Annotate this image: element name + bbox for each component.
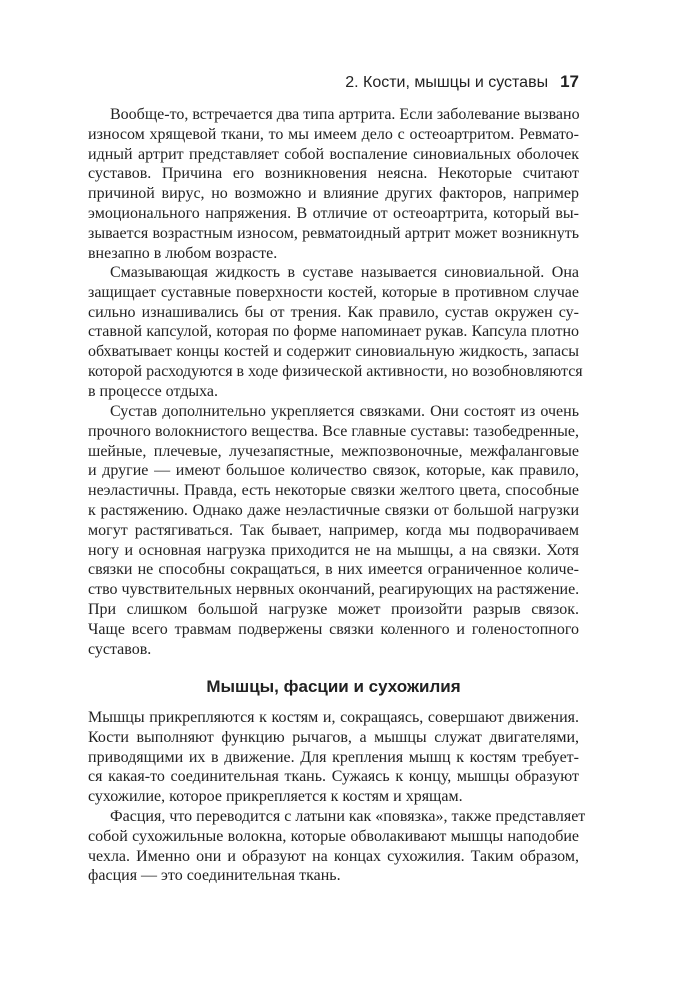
text-line: которой расходуются в ходе физической активности, но возобновляются	[88, 362, 583, 380]
text-line: связки не способны сокращаться, в них имеется ограниченное количе-	[88, 561, 579, 579]
text-line: зывается возрастным износом, ревматоидный артрит может возникнуть	[88, 224, 579, 242]
page-number: 17	[560, 72, 579, 91]
text-line: защищает суставные поверхности костей, которые в противном случае	[88, 283, 579, 301]
paragraph	[88, 402, 579, 659]
text-line: идный артрит представляет собой воспаление синовиальных оболочек	[88, 145, 579, 163]
text-line: Вообще-то, встречается два типа артрита. Если заболевание вызвано	[110, 106, 580, 123]
text-line: собой сухожильные волокна, которые обволакивают мышцы наподобие	[88, 827, 579, 845]
text-line: Кости выполняют функцию рычагов, а мышцы служат двигателями,	[88, 728, 579, 746]
paragraph	[88, 263, 583, 402]
text-line: Смазывающая жидкость в суставе называется синовиальной. Она	[110, 264, 579, 281]
text-line: к растяжению. Однако даже неэластичные связки от большой нагрузки	[88, 501, 579, 519]
running-header	[345, 72, 579, 92]
text-line: Мышцы прикрепляются к костям и, сокращаясь, совершают движения.	[88, 709, 579, 726]
text-line: Фасция, что переводится с латыни как «повязка», также представляет	[110, 808, 586, 825]
paragraph	[88, 708, 579, 807]
chapter-title: 2. Кости, мышцы и суставы	[345, 74, 549, 91]
text-line: в процессе отдыха.	[88, 382, 219, 400]
text-line: ставной капсулой, которая по форме напоминает рукав. Капсула плотно	[88, 323, 579, 341]
text-line: ногу и основная нагрузка приходится не на мышцы, а на связки. Хотя	[88, 541, 579, 559]
text-line: фасция — это соединительная ткань.	[88, 867, 341, 885]
text-line: чехла. Именно они и образуют на концах сухожилия. Таким образом,	[88, 847, 579, 865]
text-line: обхватывает концы костей и содержит синовиальную жидкость, запасы	[88, 343, 579, 361]
text-line: шейные, плечевые, лучезапястные, межпозвоночные, межфаланговые	[88, 442, 579, 460]
text-line: причиной вирус, но возможно и влияние других факторов, например	[88, 185, 579, 203]
text-line: При слишком большой нагрузке может произойти разрыв связок.	[88, 600, 579, 618]
text-line: приводящими их в движение. Для крепления мышц к костям требует-	[88, 748, 579, 766]
text-line: сухожилие, которое прикрепляется к костям и хрящам.	[88, 788, 463, 806]
text-line: сильно изнашивались бы от трения. Как правило, сустав окружен су-	[88, 303, 579, 321]
text-line: суставов. Причина его возникновения неясна. Некоторые считают	[88, 165, 579, 183]
text-line: износом хрящевой ткани, то мы имеем дело с остеоартритом. Ревмато-	[88, 125, 579, 143]
text-line: неэластичны. Правда, есть некоторые связки желтого цвета, способные	[88, 482, 579, 500]
paragraph	[88, 105, 579, 263]
text-line: внезапно в любом возрасте.	[88, 244, 278, 262]
text-line: Чаще всего травмам подвержены связки коленного и голеностопного	[88, 620, 579, 638]
text-line: ся какая-то соединительная ткань. Сужаясь к концу, мышцы образуют	[88, 768, 579, 786]
paragraph	[88, 807, 586, 886]
text-line: прочного волокнистого вещества. Все главные суставы: тазобедренные,	[88, 422, 579, 440]
text-line: и другие — имеют большое количество связок, которые, как правило,	[88, 462, 579, 480]
text-line: суставов.	[88, 640, 152, 658]
text-line: могут растягиваться. Так бывает, например, когда мы подворачиваем	[88, 521, 579, 539]
text-line: ство чувствительных нервных окончаний, реагирующих на растяжение.	[88, 581, 580, 599]
text-line: Сустав дополнительно укрепляется связками. Они состоят из очень	[110, 403, 579, 420]
text-line: эмоционального напряжения. В отличие от остеоартрита, который вы-	[88, 204, 579, 222]
section-heading: Мышцы, фасции и сухожилия	[206, 677, 461, 696]
